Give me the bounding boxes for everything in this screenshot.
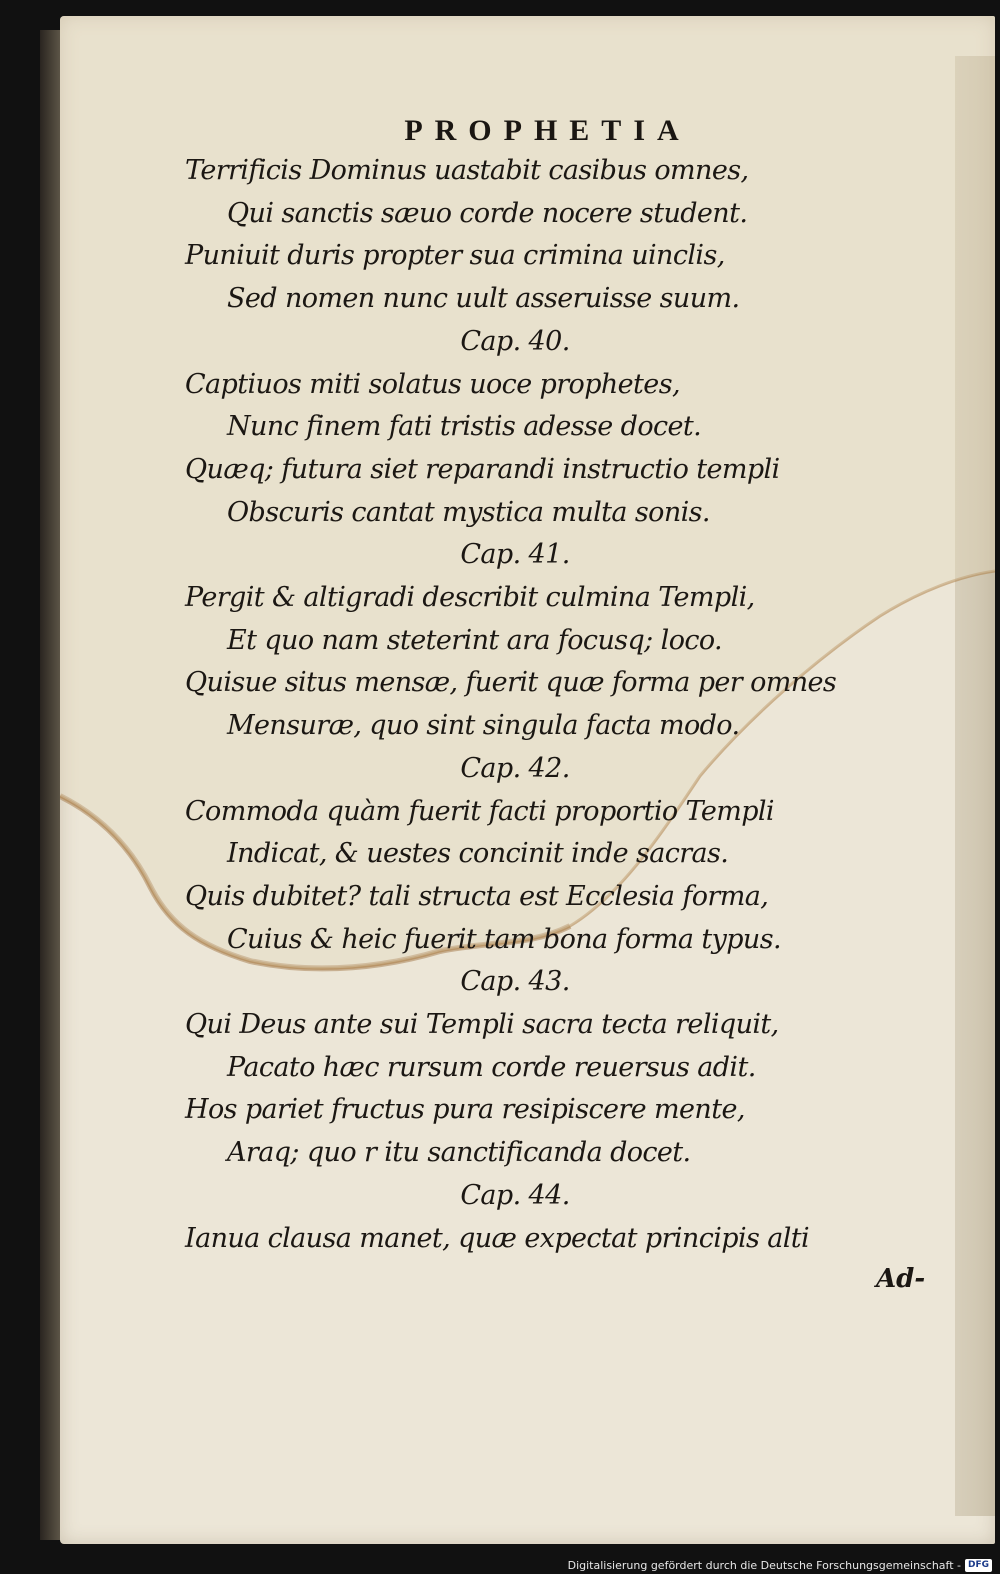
running-title: PROPHETIA — [404, 114, 691, 147]
chapter-heading: Cap. 42. — [460, 752, 570, 784]
verse-line: Pacato hæc rursum corde reuersus adit. — [227, 1051, 756, 1083]
chapter-heading: Cap. 40. — [460, 325, 570, 357]
verse-line: Quis dubitet? tali structa est Ecclesia forma, — [185, 880, 769, 912]
verse-line: Nunc finem fati tristis adesse docet. — [227, 411, 702, 443]
verse-line: Obscuris cantat mystica multa sonis. — [227, 496, 710, 528]
verse-line: Ianua clausa manet, quæ expectat principis alti — [185, 1222, 810, 1254]
verse-line: Et quo nam steterint ara focusq; loco. — [227, 624, 723, 656]
verse-line: Indicat, & uestes concinit inde sacras. — [227, 838, 729, 870]
verse-line: Commoda quàm fuerit facti proportio Templi — [185, 795, 774, 827]
verse-line: Quisue situs mensæ, fuerit quæ forma per omnes — [185, 667, 837, 699]
chapter-heading: Cap. 43. — [460, 966, 570, 998]
verse-line: Quæq; futura siet reparandi instructio templi — [185, 453, 780, 485]
verse-text-block — [185, 150, 837, 1260]
verse-line: Qui sanctis sæuo corde nocere student. — [227, 197, 748, 229]
facing-page-edge — [955, 56, 995, 1516]
verse-line: Sed nomen nunc uult asseruisse suum. — [227, 283, 740, 315]
verse-line: Pergit & altigradi describit culmina Templi, — [185, 582, 755, 614]
verse-line: Captiuos miti solatus uoce prophetes, — [185, 368, 680, 400]
credit-text: Digitalisierung gefördert durch die Deutsche Forschungsgemeinschaft - — [567, 1559, 961, 1572]
chapter-heading: Cap. 41. — [460, 539, 570, 571]
dfg-logo: DFG — [965, 1559, 992, 1572]
chapter-heading: Cap. 44. — [460, 1179, 570, 1211]
verse-line: Puniuit duris propter sua crimina uinclis, — [185, 240, 725, 272]
verse-line: Hos pariet fructus pura resipiscere mente, — [185, 1094, 745, 1126]
digitization-credit — [568, 1559, 992, 1572]
verse-line: Mensuræ, quo sint singula facta modo. — [227, 710, 740, 742]
verse-line: Qui Deus ante sui Templi sacra tecta reliquit, — [185, 1009, 779, 1041]
verse-line: Cuius & heic fuerit tam bona forma typus. — [227, 923, 781, 955]
verse-line: Araq; quo r itu sanctificanda docet. — [227, 1137, 691, 1169]
verse-line: Terrificis Dominus uastabit casibus omnes, — [185, 155, 749, 186]
catchword: Ad- — [876, 1264, 926, 1294]
